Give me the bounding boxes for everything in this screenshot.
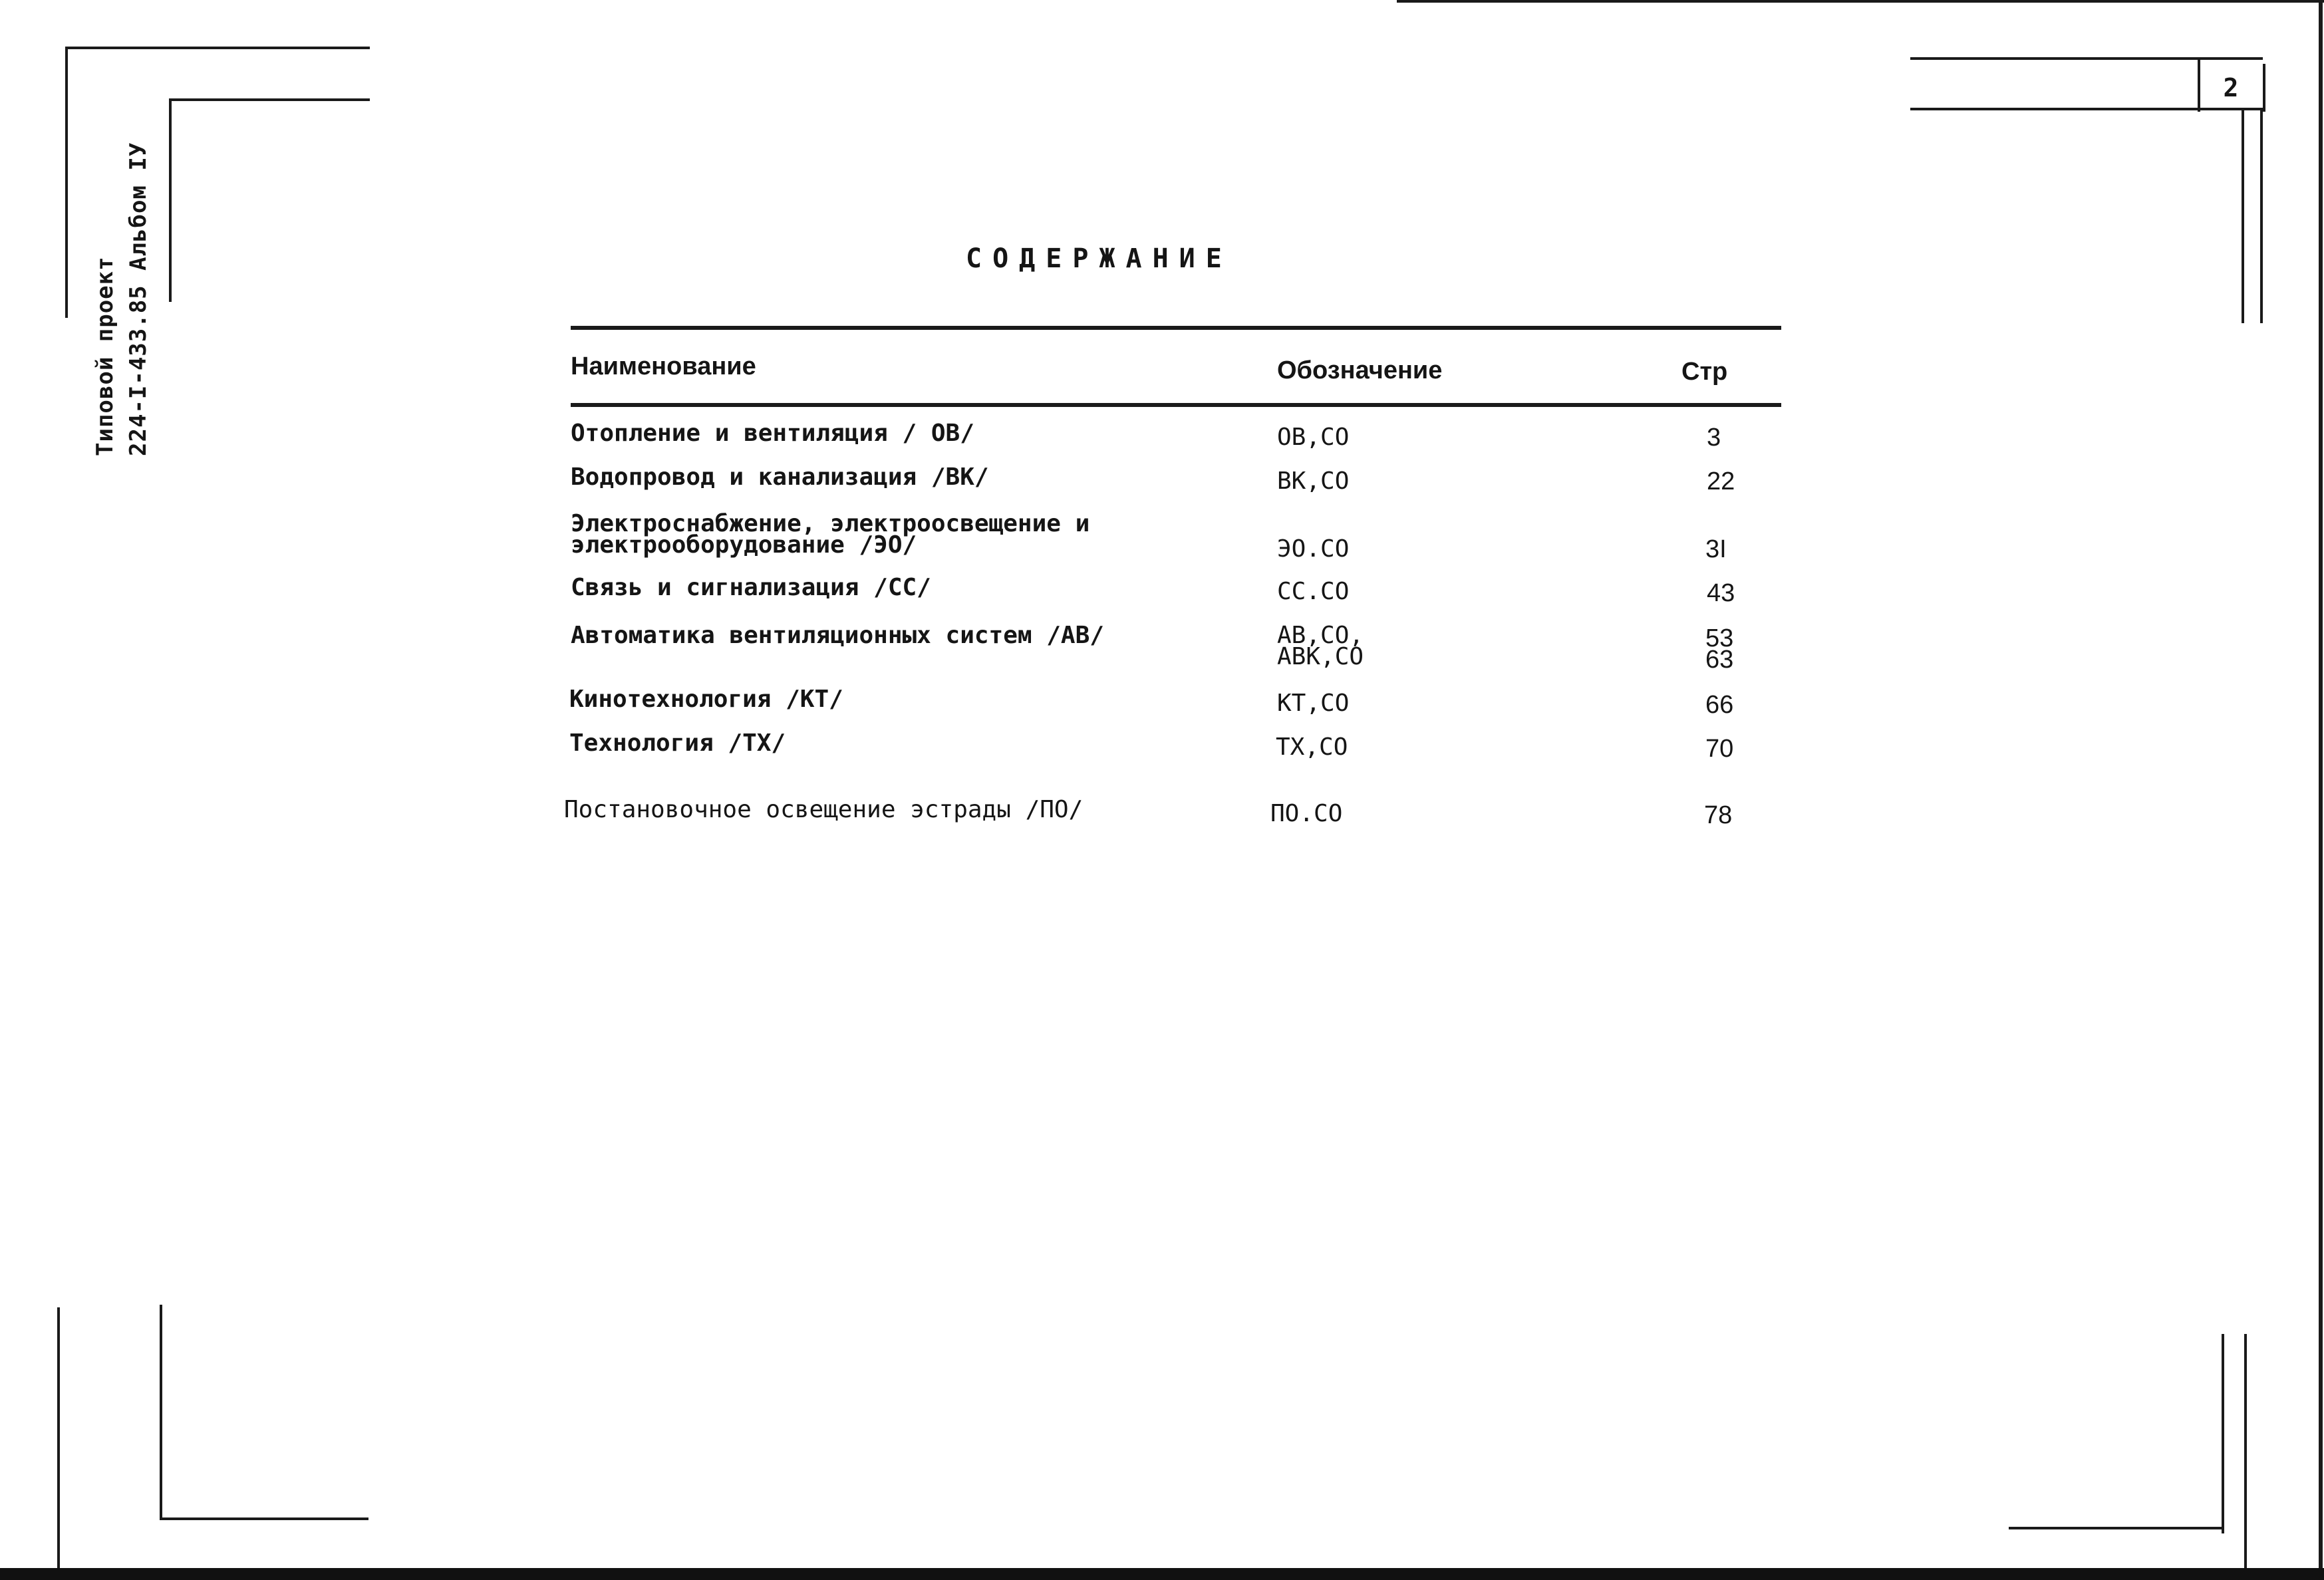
frame-bottom-left-base [160, 1517, 368, 1520]
row-6-name: Кинотехнология /КТ/ [569, 686, 843, 713]
row-2-designation: ВК,СО [1277, 467, 1350, 495]
frame-bottom-left-inner [160, 1305, 162, 1519]
row-2-page: 22 [1707, 467, 1735, 495]
frame-inner-left [169, 98, 172, 302]
row-5-page-line1: 53 [1705, 624, 1734, 652]
row-1-designation: ОВ,СО [1277, 424, 1350, 451]
side-stamp-line2: 224-I-433.85 Альбом IУ [125, 142, 152, 456]
row-5-designation-line2: АВК,СО [1277, 643, 1364, 670]
frame-inner-top-left [169, 98, 370, 101]
header-designation: Обозначение [1277, 356, 1443, 384]
row-7-name: Технология /ТХ/ [569, 729, 786, 757]
row-1-page: 3 [1707, 424, 1721, 452]
row-4-designation: СС.СО [1277, 578, 1350, 605]
row-6-page: 66 [1705, 691, 1734, 719]
header-page: Стр [1681, 358, 1728, 386]
page-number: 2 [2223, 73, 2239, 102]
row-4-name: Связь и сигнализация /СС/ [571, 574, 931, 601]
row-1-name: Отопление и вентиляция / ОВ/ [571, 420, 974, 447]
top-edge-line [1397, 0, 2324, 3]
frame-outer-left [65, 47, 68, 318]
page-number-box-right [2263, 64, 2265, 112]
header-name: Наименование [571, 352, 756, 380]
row-5-designation-line1: АВ,СО, [1277, 622, 1364, 649]
row-5-page-line2: 63 [1705, 646, 1734, 674]
side-stamp-line1: Типовой проект [92, 256, 118, 456]
row-8-name: Постановочное освещение эстрады /ПО/ [564, 796, 1084, 823]
row-8-designation: ПО.СО [1270, 800, 1343, 827]
document-title: СОДЕРЖАНИЕ [966, 243, 1233, 274]
frame-outer-top-left [67, 47, 370, 49]
row-5-name: Автоматика вентиляционных систем /АВ/ [571, 622, 1104, 649]
frame-bottom-right-inner-1 [2222, 1334, 2224, 1533]
frame-bottom-right-base [2009, 1527, 2223, 1529]
frame-top-right-line [1910, 57, 2263, 60]
frame-right-inner-1 [2242, 110, 2244, 323]
row-3-name-line2: электрооборудование /ЭО/ [571, 531, 917, 559]
row-2-name: Водопровод и канализация /ВК/ [571, 463, 989, 491]
row-4-page: 43 [1707, 579, 1735, 607]
row-7-designation: ТХ,СО [1276, 733, 1348, 761]
bottom-edge-line [0, 1568, 2324, 1580]
right-edge-line [2319, 0, 2323, 1580]
row-3-page: 3I [1705, 535, 1727, 563]
frame-right-inner-2 [2260, 110, 2263, 323]
row-8-page: 78 [1704, 801, 1733, 829]
table-header-rule [571, 403, 1781, 407]
row-6-designation: КТ,СО [1277, 690, 1350, 717]
row-3-designation: ЭО.СО [1277, 535, 1350, 563]
table-top-rule [571, 326, 1781, 330]
row-3-name-line1: Электроснабжение, электроосвещение и [571, 510, 1090, 537]
frame-bottom-left-outer [57, 1307, 60, 1568]
row-7-page: 70 [1705, 735, 1734, 763]
frame-bottom-right-inner-2 [2244, 1334, 2247, 1568]
